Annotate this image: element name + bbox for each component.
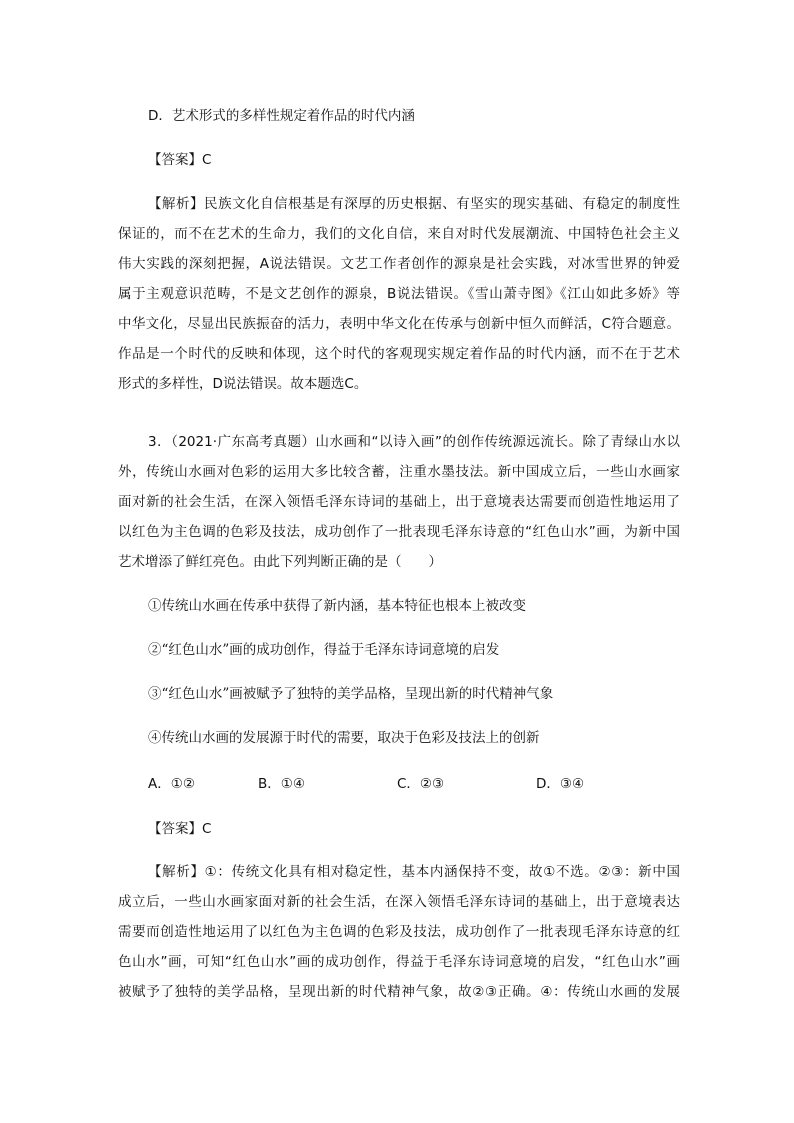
q3-statement: ①传统山水画在传承中获得了新内涵，基本特征也根本上被改变	[148, 598, 526, 614]
q2-analysis-line: 保证的，而不在艺术的生命力，我们的文化自信，来自对时代发展潮流、中国特色社会主义	[118, 226, 680, 242]
q3-stem-line: 以红色为主色调的色彩及技法，成功创作了一批表现毛泽东诗意的“红色山水”画，为新中国	[118, 524, 680, 540]
q3-analysis-line: 色山水”画，可知“红色山水”画的成功创作，得益于毛泽东诗词意境的启发，“红色山水”画	[118, 954, 680, 970]
q3-option-c: C．②③	[397, 776, 445, 792]
q3-statement: ④传统山水画的发展源于时代的需要，取决于色彩及技法上的创新	[148, 730, 540, 746]
q2-option-d: D．艺术形式的多样性规定着作品的时代内涵	[148, 108, 415, 124]
q3-option-b: B．①④	[258, 776, 305, 792]
q3-analysis-line: 需要而创造性地运用了以红色为主色调的色彩及技法，成功创作了一批表现毛泽东诗意的红	[118, 924, 680, 940]
q2-analysis-line: 作品是一个时代的反映和体现，这个时代的客观现实规定着作品的时代内涵，而不在于艺术	[118, 346, 680, 362]
q3-statement: ②“红色山水”画的成功创作，得益于毛泽东诗词意境的启发	[148, 642, 500, 658]
q3-statement: ③“红色山水”画被赋予了独特的美学品格，呈现出新的时代精神气象	[148, 686, 554, 702]
q3-stem-line: 外，传统山水画对色彩的运用大多比较含蓄，注重水墨技法。新中国成立后，一些山水画家	[118, 464, 680, 480]
q2-analysis-line: 形式的多样性，D说法错误。故本题选C。	[118, 376, 368, 392]
q2-analysis-line: 中华文化，尽显出民族振奋的活力，表明中华文化在传承与创新中恒久而鲜活，C符合题意。	[118, 316, 680, 332]
q3-stem-line: 艺术增添了鲜红亮色。由此下列判断正确的是（ ）	[118, 554, 442, 570]
q2-analysis-line: 【解析】民族文化自信根基是有深厚的历史根据、有坚实的现实基础、有稳定的制度性	[148, 196, 680, 212]
q3-option-a: A．①②	[148, 776, 195, 792]
q3-stem-line: 面对新的社会生活，在深入领悟毛泽东诗词的基础上，出于意境表达需要而创造性地运用了	[118, 494, 680, 510]
q3-stem-line: 3．（2021·广东高考真题）山水画和“以诗入画”的创作传统源远流长。除了青绿山水以	[148, 434, 680, 450]
q3-answer: 【答案】C	[148, 821, 212, 837]
q2-analysis-line: 伟大实践的深刻把握，A说法错误。文艺工作者创作的源泉是社会实践，对冰雪世界的钟爱	[118, 256, 680, 272]
q3-analysis-line: 【解析】①：传统文化具有相对稳定性，基本内涵保持不变，故①不选。②③：新中国	[148, 864, 680, 880]
q3-option-d: D．③④	[536, 776, 585, 792]
q2-analysis-line: 属于主观意识范畴，不是文艺创作的源泉，B说法错误。《雪山萧寺图》《江山如此多娇》等	[118, 286, 680, 302]
q3-analysis-line: 成立后，一些山水画家面对新的社会生活，在深入领悟毛泽东诗词的基础上，出于意境表达	[118, 894, 680, 910]
q3-analysis-line: 被赋予了独特的美学品格，呈现出新的时代精神气象，故②③正确。④：传统山水画的发展	[118, 984, 680, 1000]
q2-answer: 【答案】C	[148, 152, 212, 168]
